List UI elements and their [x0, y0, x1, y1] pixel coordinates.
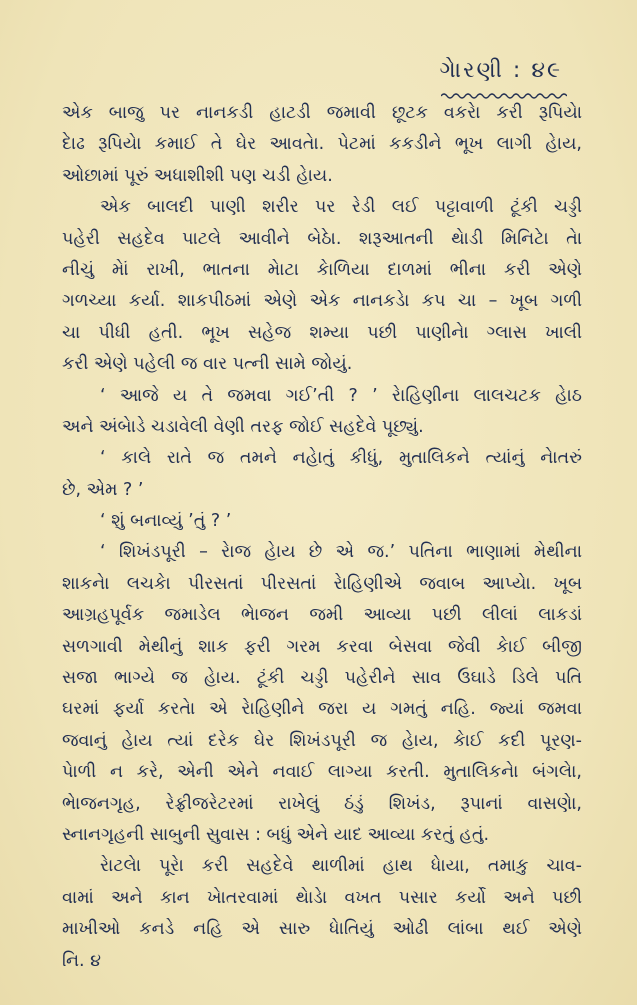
text-line: માખીઓ કનડે નહિ એ સારુ ધેાતિયું ઓઢી લાંબા થઈ એણે: [62, 919, 582, 940]
text-line: છે, એમ ? ’: [62, 479, 144, 500]
text-line: ‘ શું બનાવ્યું ’તું ? ’: [100, 511, 232, 532]
text-line: કરી એણે પહેલી જ વાર પત્ની સામે જોયું.: [62, 354, 353, 375]
text-line: એક બાજુ પર નાનકડી હાટડી જમાવી છૂટક વકરેા કરી રૂપિયેા: [62, 103, 582, 123]
text-line: સ્નાનગૃહની સાબુની સુવાસ : બધું એને યાદ આવ્યા કરતું હતું.: [62, 824, 490, 845]
text-line: વામાં અને કાન ખેાતરવામાં થેાડેા વખત પસાર કર્યો અને પછી: [62, 887, 582, 908]
text-line: ઘરમાં ફર્યા કરતેા એ રેાહિણીને જરા ય ગમતું નહિ. જ્યાં જમવા: [62, 699, 582, 720]
text-line: ‘ શિખંડપૂરી – રેાજ હેાય છે એ જ.’ પતિના ભાણામાં મેથીના: [100, 542, 582, 563]
text-line: ગળચ્યા કર્યા. શાકપીઠમાં એણે એક નાનકડેા કપ ચા – ખૂબ ગળી: [62, 291, 582, 312]
text-line: ચા પીધી હતી. ભૂખ સહેજ શમ્યા પછી પાણીનેા ગ્લાસ ખાલી: [62, 322, 582, 343]
text-line: અને અંબેાડે ચડાવેલી વેણી તરફ જોઈ સહદેવે પૂછ્યું.: [62, 416, 424, 437]
text-line: ‘ કાલે રાતે જ તમને નહેાતું કીધું, મુતાલિકને ત્યાંનું નેાતરું: [100, 448, 582, 469]
text-line: સળગાવી મેથીનું શાક ફરી ગરમ કરવા બેસવા જેવી કેાઈ બીજી: [62, 636, 582, 657]
text-line: પેાળી ન કરે, એની એને નવાઈ લાગ્યા કરતી. મુતાલિકનેા બંગલેા,: [62, 762, 582, 783]
text-line: એક બાલદી પાણી શરીર પર રેડી લઈ પટ્ટાવાળી ટૂંકી ચડ્ડી: [100, 197, 582, 218]
text-line: નીચું મેાં રાખી, ભાતના મેાટા કેાળિયા દાળમાં ભીના કરી એણે: [62, 259, 582, 280]
text-line: ઓછામાં પૂરું અધાશીશી પણ ચડી હેાય.: [62, 165, 333, 186]
page-header: ગેારણી : ૪૯: [439, 58, 562, 83]
text-line: સજા ભાગ્યે જ હેાય. ટૂંકી ચડ્ડી પહેરીને સાવ ઉઘાડે ડિલે પતિ: [62, 668, 582, 689]
text-line: દેાઢ રૂપિયેા કમાઈ તે ઘેર આવતેા. પેટમાં કકડીને ભૂખ લાગી હેાય,: [62, 134, 582, 155]
text-line: નિ. ૪: [62, 950, 101, 971]
text-line: આગ્રહપૂર્વક જમાડેલ ભેાજન જમી આવ્યા પછી લીલાં લાકડાં: [62, 605, 582, 626]
text-line: પહેરી સહદેવ પાટલે આવીને બેઠેા. શરૂઆતની થેાડી મિનિટેા તેા: [62, 228, 582, 249]
text-line: શાકનેા લચકેા પીરસતાં પીરસતાં રેાહિણીએ જવાબ આપ્યેા. ખૂબ: [62, 573, 582, 594]
text-line: ‘ આજે ય તે જમવા ગઈ’તી ? ’ રેાહિણીના લાલચટક હેાઠ: [100, 385, 582, 406]
text-line: જવાનું હેાય ત્યાં દરેક ઘેર શિખંડપૂરી જ હેાય, કેાઈ કદી પૂરણ-: [62, 730, 582, 751]
text-line: રેાટલેા પૂરેા કરી સહદેવે થાળીમાં હાથ ધેાયા, તમાકુ ચાવ-: [100, 856, 582, 877]
text-line: ભેાજનગૃહ, રેફ્રીજરેટરમાં રાખેલું ઠંડું શિખંડ, રૂપાનાં વાસણેા,: [62, 793, 582, 814]
body-text: [62, 98, 582, 977]
